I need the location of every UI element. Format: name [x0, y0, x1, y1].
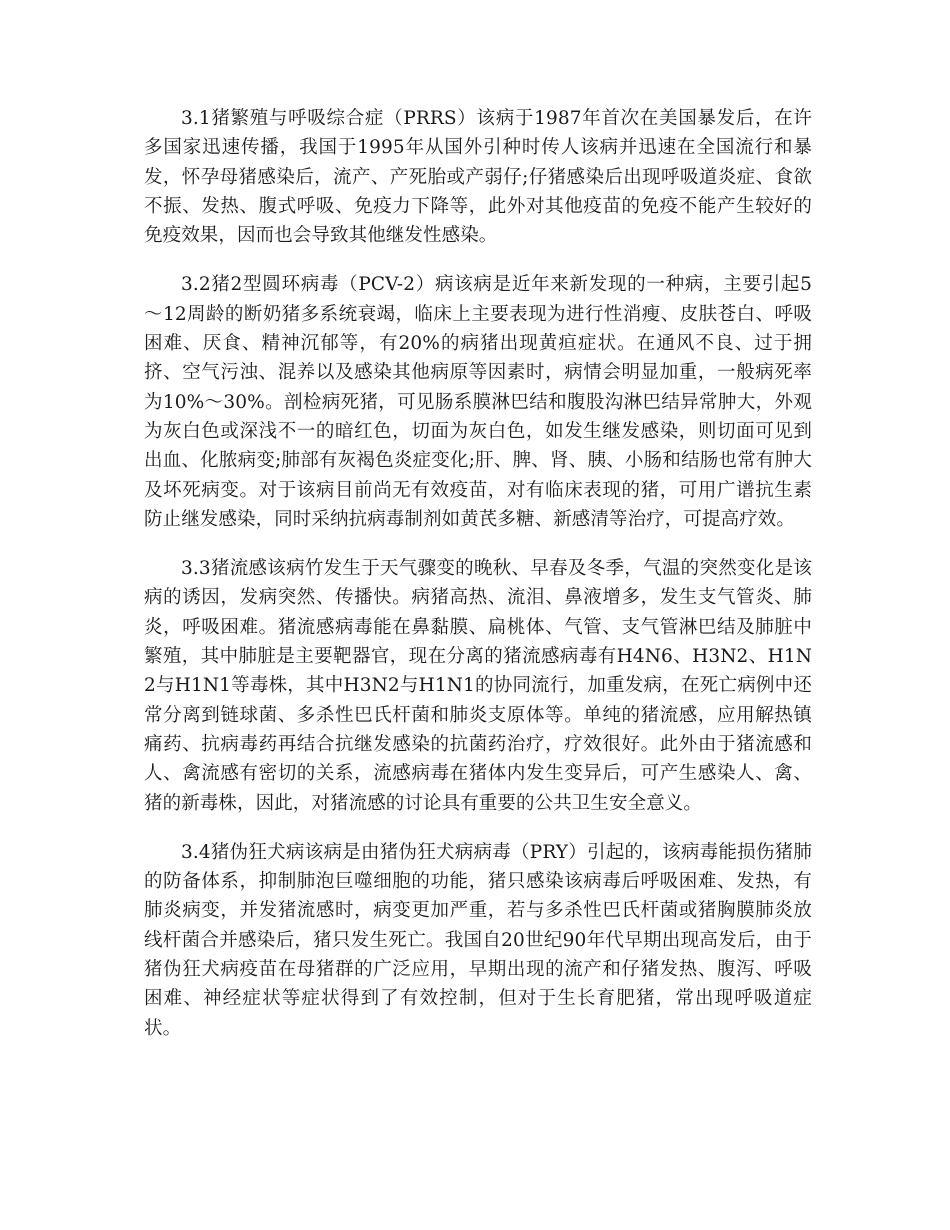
document-body	[144, 104, 812, 1063]
paragraph-prrs: 3.1猪繁殖与呼吸综合症（PRRS）该病于1987年首次在美国暴发后，在许多国家迅速传播，我国于1995年从国外引种时传人该病并迅速在全国流行和暴发，怀孕母猪感染后，流产、产死胎或产弱仔;仔猪感染后出现呼吸道炎症、食欲不振、发热、腹式呼吸、免疫力下降等，此外对其他疫苗的免疫不能产生较好的免疫效果，因而也会导致其他继发性感染。	[144, 108, 812, 247]
paragraph-pcv2: 3.2猪2型圆环病毒（PCV-2）病该病是近年来新发现的一种病，主要引起5～12周龄的断奶猪多系统衰竭，临床上主要表现为进行性消瘦、皮肤苍白、呼吸困难、厌食、精神沉郁等，有20%的病猪出现黄疸症状。在通风不良、过于拥挤、空气污浊、混养以及感染其他病原等因素时，病情会明显加重，一般病死率为10%～30%。剖检病死猪，可见肠系膜淋巴结和腹股沟淋巴结异常肿大，外观为灰白色或深浅不一的暗红色，切面为灰白色，如发生继发感染，则切面可见到出血、化脓病变;肺部有灰褐色炎症变化;肝、脾、肾、胰、小肠和结肠也常有肿大及坏死病变。对于该病目前尚无有效疫苗，对有临床表现的猪，可用广谱抗生素防止继发感染，同时采纳抗病毒制剂如黄芪多糖、新感清等治疗，可提高疗效。	[144, 274, 812, 530]
paragraph-pseudorabies: 3.4猪伪狂犬病该病是由猪伪狂犬病病毒（PRY）引起的，该病毒能损伤猪肺的防备体系，抑制肺泡巨噬细胞的功能，猪只感染该病毒后呼吸困难、发热，有肺炎病变，并发猪流感时，病变更加严重，若与多杀性巴氏杆菌或猪胸膜肺炎放线杆菌合并感染后，猪只发生死亡。我国自20世纪90年代早期出现高发后，由于猪伪狂犬病疫苗在母猪群的广泛应用，早期出现的流产和仔猪发热、腹泻、呼吸困难、神经症状等症状得到了有效控制，但对于生长育肥猪，常出现呼吸道症状。	[144, 841, 812, 1039]
paragraph-swine-flu: 3.3猪流感该病竹发生于天气骤变的晚秋、早春及冬季，气温的突然变化是该病的诱因，发病突然、传播快。病猪高热、流泪、鼻液增多，发生支气管炎、肺炎，呼吸困难。猪流感病毒能在鼻黏膜、扁桃体、气管、支气管淋巴结及肺脏中繁殖，其中肺脏是主要靶器官，现在分离的猪流感病毒有H4N6、H3N2、H1N2与H1N1等毒株，其中H3N2与H1N1的协同流行，加重发病，在死亡病例中还常分离到链球菌、多杀性巴氏杆菌和肺炎支原体等。单纯的猪流感，应用解热镇痛药、抗病毒药再结合抗继发感染的抗菌药治疗，疗效很好。此外由于猪流感和人、禽流感有密切的关系，流感病毒在猪体内发生变异后，可产生感染人、禽、猪的新毒株，因此，对猪流感的讨论具有重要的公共卫生安全意义。	[144, 558, 812, 814]
